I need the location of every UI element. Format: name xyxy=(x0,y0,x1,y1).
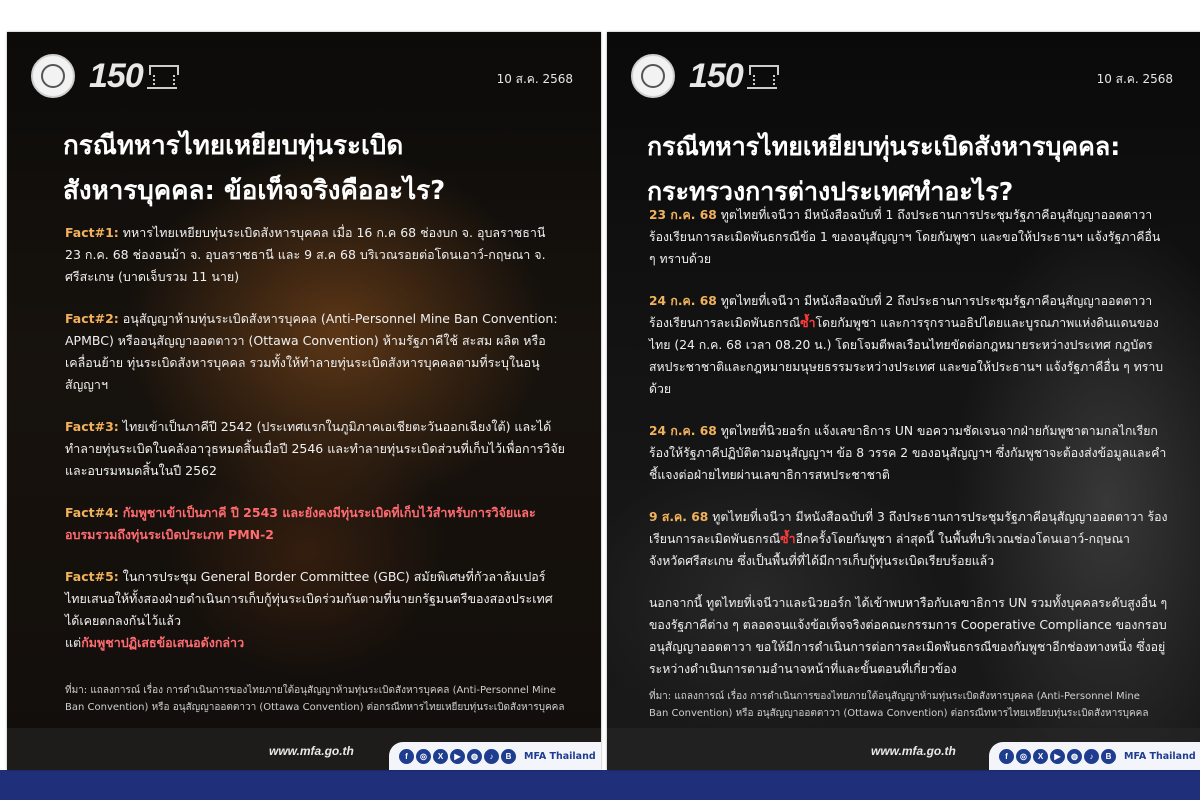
fact-label: Fact#3: xyxy=(65,419,119,434)
left-infographic xyxy=(7,32,601,770)
building-icon xyxy=(747,63,777,89)
entry-date: 24 ก.ค. 68 xyxy=(649,294,717,308)
anniversary-logo xyxy=(89,56,177,96)
youtube-icon[interactable]: ▶ xyxy=(450,749,465,764)
x-icon[interactable]: X xyxy=(433,749,448,764)
fact-text: ไทยเข้าเป็นภาคีปี 2542 (ประเทศแรกในภูมิภาคเอเชียตะวันออกเฉียงใต้) และได้ทำลายทุ่นระเบิดในคลังอาวุธหมดสิ้นเมื่อปี 2546 และทำลายทุ่นระเบิดส่วนที่เก็บไว้เพื่อการวิจัยและอบรมหมดสิ้นในปี 2562 xyxy=(65,419,565,478)
entry-text: ทูตไทยที่เจนีวา มีหนังสือฉบับที่ 3 ถึงประธานการประชุมรัฐภาคีอนุสัญญาออตตาวา ร้องเรียนการละเมิดพันธกรณี xyxy=(649,510,1168,546)
footer-bar xyxy=(7,728,601,770)
anniversary-number: 150 xyxy=(89,56,143,95)
tiktok-icon[interactable]: ♪ xyxy=(1084,749,1099,764)
entry-text: ทูตไทยที่นิวยอร์ก แจ้งเลขาธิการ UN ขอความชัดเจนจากฝ่ายกัมพูชาตามกลไกเรียกร้องให้รัฐภาคีปฏิบัติตามอนุสัญญาฯ ข้อ 8 วรรค 2 ของอนุสัญญาฯ ซึ่งกัมพูชาจะต้องส่งข้อมูลและคำชี้แจงต่อฝ่ายไทยผ่านเลขาธิการสหประชาชาติ xyxy=(649,424,1167,482)
tiktok-icon[interactable]: ♪ xyxy=(484,749,499,764)
fact-label: Fact#5: xyxy=(65,569,119,584)
ministry-seal-icon xyxy=(31,54,75,98)
fact-text-highlighted: กัมพูชาปฏิเสธข้อเสนอดังกล่าว xyxy=(81,635,245,650)
facebook-icon[interactable]: f xyxy=(399,749,414,764)
line-icon[interactable]: ◍ xyxy=(467,749,482,764)
timeline-entry xyxy=(649,204,1169,270)
timeline-list xyxy=(649,204,1169,700)
timeline-entry xyxy=(649,420,1169,486)
entry-text: อีกครั้งโดยกัมพูชา ล่าสุดนี้ ในพื้นที่บริเวณช่องโดนเอาว์-กฤษณา จังหวัดศรีสะเกษ ซึ่งเป็นพื้นที่ที่ได้มีการเก็บกู้ทุ่นระเบิดเรียบร้อยแล้ว xyxy=(649,532,1130,568)
entry-emphasis: ซ้ำ xyxy=(800,316,816,330)
social-links xyxy=(389,742,601,770)
post-date: 10 ส.ค. 2568 xyxy=(1096,72,1173,86)
line-icon[interactable]: ◍ xyxy=(1067,749,1082,764)
fact-text: ทหารไทยเหยียบทุ่นระเบิดสังหารบุคคล เมื่อ 16 ก.ค 68 ช่องบก จ. อุบลราชธานี 23 ก.ค. 68 ช่องอนม้า จ. อุบลราชธานี และ 9 ส.ค 68 บริเวณรอยต่อโดนเอาว์-กฤษณา จ. ศรีสะเกษ (บาดเจ็บรวม 11 นาย) xyxy=(65,225,546,284)
source-note: ที่มา: แถลงการณ์ เรื่อง การดำเนินการของไทยภายใต้อนุสัญญาห้ามทุ่นระเบิดสังหารบุคคล (Anti-Personnel Mine Ban Convention) หรือ อนุสัญญาออตตาวา (Ottawa Convention) ต่อกรณีทหารไทยเหยียบทุ่นระเบิดสังหารบุคคล xyxy=(65,685,565,713)
entry-emphasis: ซ้ำ xyxy=(780,532,796,546)
anniversary-logo xyxy=(689,56,777,96)
fact-1 xyxy=(65,222,565,288)
blockdit-icon[interactable]: B xyxy=(501,749,516,764)
mfa-handle: MFA Thailand xyxy=(524,750,596,762)
facts-list xyxy=(65,222,565,674)
blockdit-icon[interactable]: B xyxy=(1101,749,1116,764)
facebook-icon[interactable]: f xyxy=(999,749,1014,764)
entry-date: 24 ก.ค. 68 xyxy=(649,424,717,438)
timeline-entry xyxy=(649,290,1169,400)
instagram-icon[interactable]: ◎ xyxy=(1016,749,1031,764)
closing-paragraph: นอกจากนี้ ทูตไทยที่เจนีวาและนิวยอร์ก ได้เข้าพบหารือกับเลขาธิการ UN รวมทั้งบุคคลระดับสูงอื่น ๆ ของรัฐภาคีต่าง ๆ ตลอดจนแจ้งข้อเท็จจริงต่อคณะกรรมการ Cooperative Compliance ของกรอบอนุสัญญาออตตาวา ขอให้มีการดำเนินการต่อการละเมิดพันธกรณีของกัมพูชาอีกช่องทางหนึ่ง ซึ่งอยู่ระหว่างดำเนินการตามอำนาจหน้าที่และขั้นตอนที่เกี่ยวข้อง xyxy=(649,596,1168,676)
bottom-band xyxy=(0,770,1200,800)
fact-label: Fact#4: xyxy=(65,505,119,520)
fact-text: แต่ xyxy=(65,635,82,650)
fact-text: อนุสัญญาห้ามทุ่นระเบิดสังหารบุคคล (Anti-Personnel Mine Ban Convention: APMBC) หรืออนุสัญญาออตตาวา (Ottawa Convention) ห้ามรัฐภาคีใช้ สะสม ผลิต หรือเคลื่อนย้าย ทุ่นระเบิดสังหารบุคคล รวมทั้งให้ทำลายทุ่นระเบิดสังหารบุคคลตามที่ระบุในอนุสัญญาฯ xyxy=(65,311,558,392)
website-link[interactable]: www.mfa.go.th xyxy=(871,744,956,758)
fact-5 xyxy=(65,566,565,654)
source-note: ที่มา: แถลงการณ์ เรื่อง การดำเนินการของไทยภายใต้อนุสัญญาห้ามทุ่นระเบิดสังหารบุคคล (Anti-Personnel Mine Ban Convention) หรือ อนุสัญญาออตตาวา (Ottawa Convention) ต่อกรณีทหารไทยเหยียบทุ่นระเบิดสังหารบุคคล xyxy=(649,691,1149,719)
footer-bar xyxy=(607,728,1200,770)
post-date: 10 ส.ค. 2568 xyxy=(496,72,573,86)
fact-text-highlighted: กัมพูชาเข้าเป็นภาคี ปี 2543 และยังคงมีทุ่นระเบิดที่เก็บไว้สำหรับการวิจัยและอบรมรวมถึงทุ่นระเบิดประเภท PMN-2 xyxy=(65,505,536,542)
fact-4 xyxy=(65,502,565,546)
entry-date: 23 ก.ค. 68 xyxy=(649,208,717,222)
fact-3 xyxy=(65,416,565,482)
x-icon[interactable]: X xyxy=(1033,749,1048,764)
anniversary-number: 150 xyxy=(689,56,743,95)
entry-text: ทูตไทยที่เจนีวา มีหนังสือฉบับที่ 1 ถึงประธานการประชุมรัฐภาคีอนุสัญญาออตตาวา ร้องเรียนการละเมิดพันธกรณีข้อ 1 ของอนุสัญญาฯ โดยกัมพูชา และขอให้ประธานฯ แจ้งรัฐภาคีอื่น ๆ ทราบด้วย xyxy=(649,208,1161,266)
ministry-seal-icon xyxy=(631,54,675,98)
building-icon xyxy=(147,63,177,89)
fact-2 xyxy=(65,308,565,396)
fact-text: ในการประชุม General Border Committee (GBC) สมัยพิเศษที่กัวลาลัมเปอร์ ไทยเสนอให้ทั้งสองฝ่ายดำเนินการเก็บกู้ทุ่นระเบิดร่วมกันตามที่นายกรัฐมนตรีของสองประเทศได้เคยตกลงกันไว้แล้ว xyxy=(65,569,553,628)
fact-label: Fact#2: xyxy=(65,311,119,326)
entry-text: ทูตไทยที่เจนีวา มีหนังสือฉบับที่ 2 ถึงประธานการประชุมรัฐภาคีอนุสัญญาออตตาวา ร้องเรียนการละเมิดพันธกรณี xyxy=(649,294,1153,330)
instagram-icon[interactable]: ◎ xyxy=(416,749,431,764)
fact-label: Fact#1: xyxy=(65,225,119,240)
entry-text: โดยกัมพูชา และการรุกรานอธิปไตยและบูรณภาพแห่งดินแดนของไทย (24 ก.ค. 68 เวลา 08.20 น.) โดยโจมตีพลเรือนไทยขัดต่อกฎหมายระหว่างประเทศ กฎบัตรสหประชาชาติและกฎหมายมนุษยธรรมระหว่างประเทศ และขอให้ประธานฯ แจ้งรัฐภาคีอื่น ๆ ทราบด้วย xyxy=(649,316,1164,396)
timeline-entry xyxy=(649,506,1169,572)
social-links xyxy=(989,742,1200,770)
youtube-icon[interactable]: ▶ xyxy=(1050,749,1065,764)
page-title: กรณีทหารไทยเหยียบทุ่นระเบิด สังหารบุคคล: ข้อเท็จจริงคืออะไร? xyxy=(63,131,446,206)
right-infographic xyxy=(607,32,1200,770)
website-link[interactable]: www.mfa.go.th xyxy=(269,744,354,758)
mfa-handle: MFA Thailand xyxy=(1124,750,1196,762)
entry-date: 9 ส.ค. 68 xyxy=(649,510,709,524)
page-title: กรณีทหารไทยเหยียบทุ่นระเบิดสังหารบุคคล: กระทรวงการต่างประเทศทำอะไร? xyxy=(647,132,1121,206)
